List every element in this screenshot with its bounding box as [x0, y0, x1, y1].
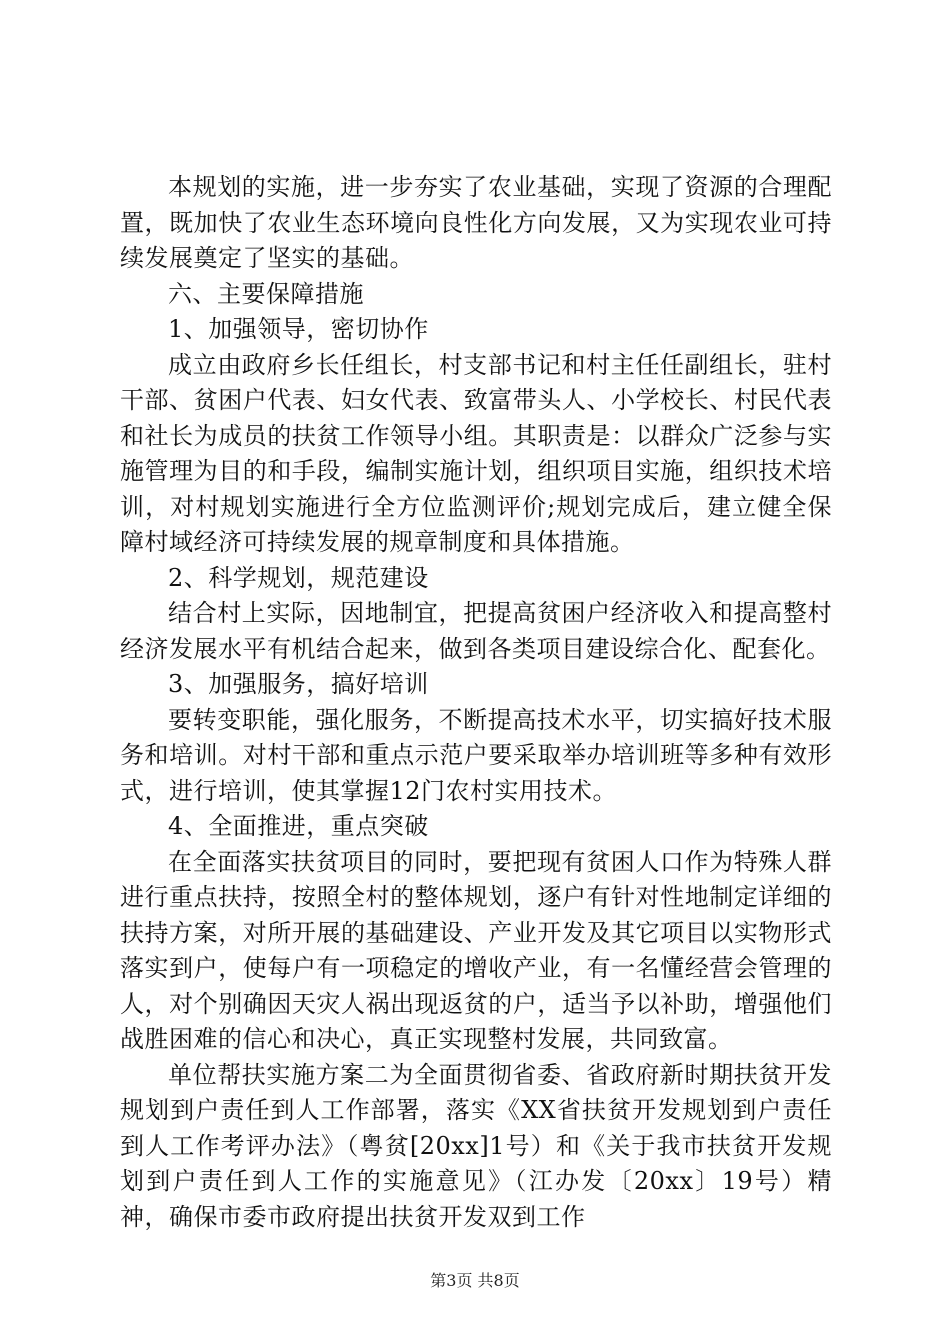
document-body	[120, 170, 832, 1235]
subheading-service: 3、加强服务，搞好培训	[168, 670, 429, 698]
section-heading-safeguards: 六、主要保障措施	[168, 279, 364, 308]
paragraph-planning: 结合村上实际，因地制宜，把提高贫困户经济收入和提高整村经济发展水平有机结合起来，做到各类项目建设综合化、配套化。	[120, 599, 832, 663]
paragraph-promotion: 在全面落实扶贫项目的同时，要把现有贫困人口作为特殊人群进行重点扶持，按照全村的整体规划，逐户有针对性地制定详细的扶持方案，对所开展的基础建设、产业开发及其它项目以实物形式落实到户，使每户有一项稳定的增收产业，有一名懂经营会管理的人，对个别确因天灾人祸出现返贫的户，适当予以补助，增强他们战胜困难的信心和决心，真正实现整村发展，共同致富。	[120, 847, 832, 1053]
subheading-promotion: 4、全面推进，重点突破	[168, 812, 429, 840]
subheading-leadership: 1、加强领导，密切协作	[168, 315, 429, 343]
paragraph-service: 要转变职能，强化服务，不断提高技术水平，切实搞好技术服务和培训。对村干部和重点示范户要采取举办培训班等多种有效形式，进行培训，使其掌握12门农村实用技术。	[120, 705, 832, 805]
subheading-planning: 2、科学规划，规范建设	[168, 563, 429, 592]
page-number-footer: 第3页 共8页	[430, 1271, 520, 1290]
paragraph-leadership: 成立由政府乡长任组长，村支部书记和村主任任副组长，驻村干部、贫困户代表、妇女代表、致富带头人、小学校长、村民代表和社长为成员的扶贫工作领导小组。其职责是：以群众广泛参与实施管理为目的和手段，编制实施计划，组织项目实施，组织技术培训，对村规划实施进行全方位监测评价;规划完成后，建立健全保障村域经济可持续发展的规章制度和具体措施。	[120, 350, 832, 556]
paragraph-plan-implementation: 本规划的实施，进一步夯实了农业基础，实现了资源的合理配置，既加快了农业生态环境向良性化方向发展，又为实现农业可持续发展奠定了坚实的基础。	[120, 173, 832, 272]
paragraph-plan-two: 单位帮扶实施方案二为全面贯彻省委、省政府新时期扶贫开发规划到户责任到人工作部署，落实《XX省扶贫开发规划到户责任到人工作考评办法》（粤贫[20xx]1号）和《关于我市扶贫开发规划到户责任到人工作的实施意见》（江办发〔20xx〕19号）精神，确保市委市政府提出扶贫开发双到工作	[120, 1060, 832, 1231]
